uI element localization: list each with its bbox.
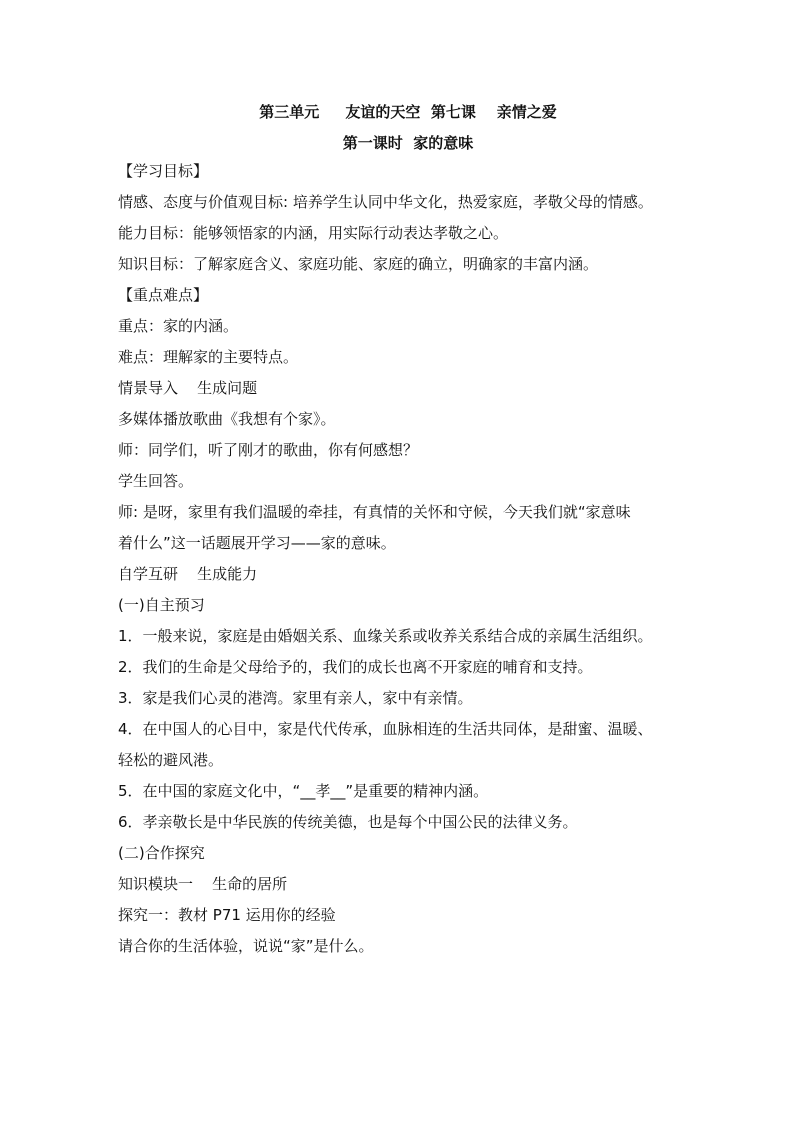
document-subtitle: 第一课时 家的意味 bbox=[342, 134, 474, 152]
document-title: 第三单元 友谊的天空 第七课 亲情之爱 bbox=[259, 103, 557, 121]
list-item: 6．孝亲敬长是中华民族的传统美德，也是每个中国公民的法律义务。 bbox=[118, 813, 578, 831]
section-heading-key-points: 【重点难点】 bbox=[118, 286, 209, 304]
paragraph-line: 师：同学们，听了刚才的歌曲，你有何感想？ bbox=[118, 441, 419, 459]
paragraph-line: 师: 是呀，家里有我们温暖的牵挂，有真情的关怀和守候，今天我们就“家意味 bbox=[118, 503, 631, 521]
list-item-continuation: 轻松的避风港。 bbox=[118, 751, 224, 769]
paragraph-line: 着什么”这一话题展开学习——家的意味。 bbox=[118, 534, 396, 552]
document-content bbox=[118, 99, 698, 962]
subsection-heading-cooperation: (二)合作探究 bbox=[118, 844, 205, 862]
module-heading: 知识模块一 生命的居所 bbox=[118, 875, 288, 893]
list-item: 5．在中国的家庭文化中，“__孝__”是重要的精神内涵。 bbox=[118, 782, 489, 800]
list-item: 3．家是我们心灵的港湾。家里有亲人，家中有亲情。 bbox=[118, 689, 473, 707]
paragraph-line: 请合你的生活体验，说说“家”是什么。 bbox=[118, 937, 374, 955]
exploration-heading: 探究一：教材 P71 运用你的经验 bbox=[118, 906, 336, 924]
list-item: 4．在中国人的心目中，家是代代传承，血脉相连的生活共同体，是甜蜜、温暖、 bbox=[118, 720, 653, 738]
objective-knowledge: 知识目标：了解家庭含义、家庭功能、家庭的确立，明确家的丰富内涵。 bbox=[118, 255, 599, 273]
section-heading-intro: 情景导入 生成问题 bbox=[118, 379, 258, 397]
difficult-point: 难点：理解家的主要特点。 bbox=[118, 348, 299, 366]
objective-ability: 能力目标：能够领悟家的内涵，用实际行动表达孝敬之心。 bbox=[118, 224, 509, 242]
subsection-heading-preview: (一)自主预习 bbox=[118, 596, 205, 614]
list-item: 1．一般来说，家庭是由婚姻关系、血缘关系或收养关系结合成的亲属生活组织。 bbox=[118, 627, 653, 645]
objective-emotion: 情感、态度与价值观目标: 培养学生认同中华文化，热爱家庭，孝敬父母的情感。 bbox=[118, 193, 653, 211]
paragraph-line: 多媒体播放歌曲《我想有个家》。 bbox=[118, 410, 336, 428]
paragraph-line: 学生回答。 bbox=[118, 472, 194, 490]
key-point: 重点：家的内涵。 bbox=[118, 317, 239, 335]
list-item: 2．我们的生命是父母给予的，我们的成长也离不开家庭的哺育和支持。 bbox=[118, 658, 593, 676]
section-heading-self-study: 自学互研 生成能力 bbox=[118, 565, 258, 583]
section-heading-objectives: 【学习目标】 bbox=[118, 162, 209, 180]
